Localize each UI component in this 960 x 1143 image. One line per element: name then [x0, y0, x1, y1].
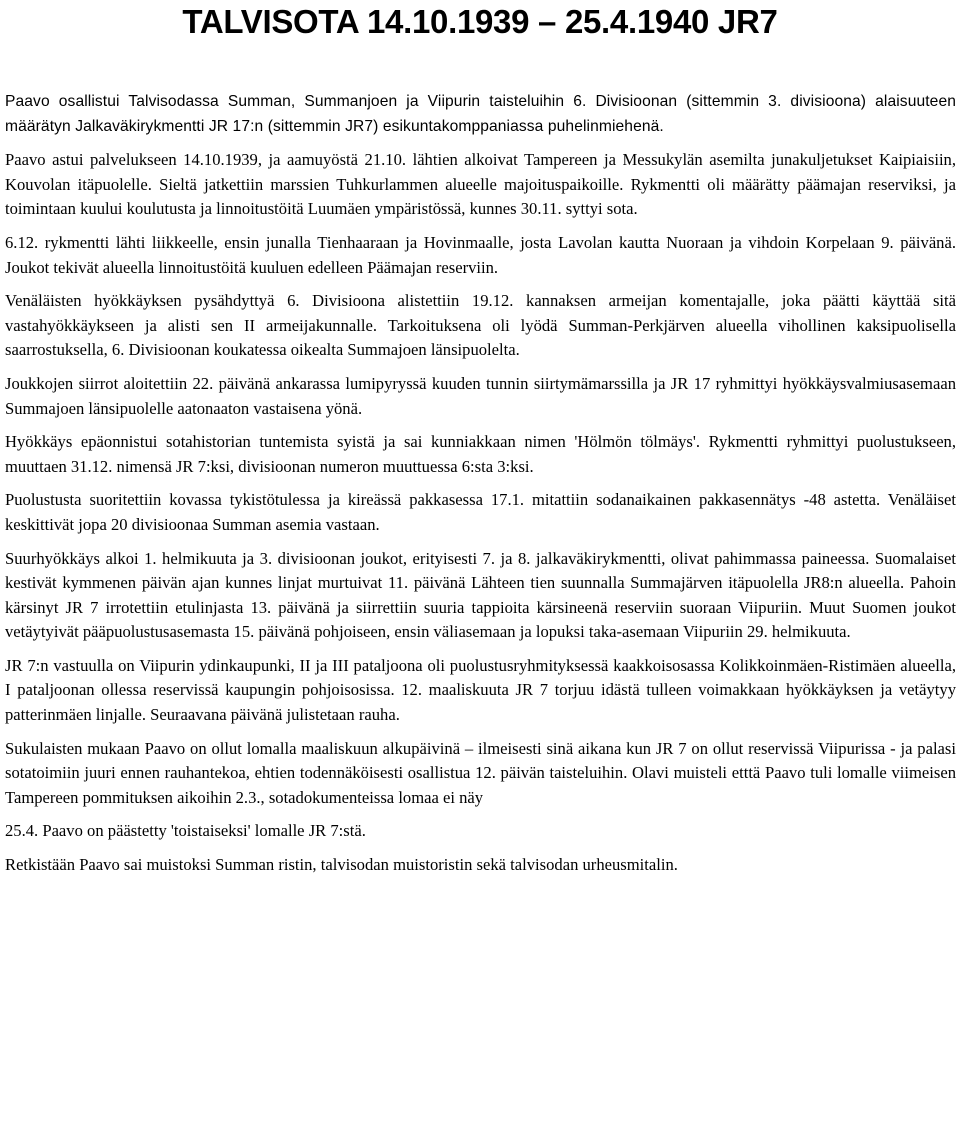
paragraph-major-offensive: Suurhyökkäys alkoi 1. helmikuuta ja 3. divisioonan joukot, erityisesti 7. ja 8. jalkaväkirykmentti, olivat pahimmassa paineessa. Suomalaiset kestivät kymmenen päivän ajan kunnes linjat murtuivat 11. päivänä Lähteen tien suunnalla Summajärven itäpuolella JR8:n alueella. Pahoin kärsinyt JR 7 irrotettiin etulinjasta 13. päivänä ja siirrettiin suuria tappioita kärsineenä reserviin suoraan Viipuriin. Muut Suomen joukot vetäytyivät pääpuolustusasemasta 15. päivänä pohjoiseen, ensin väliasemaan ja lopuksi taka-asemaan Viipuriin 29. helmikuuta.	[5, 548, 956, 642]
page-title: TALVISOTA 14.10.1939 – 25.4.1940 JR7	[182, 3, 778, 40]
paragraph-counterattack-plan: Venäläisten hyökkäyksen pysähdyttyä 6. Divisioona alistettiin 19.12. kannaksen armeijan komentajalle, joka päätti käyttää sitä vastahyökkäykseen ja alisti sen II armeijakunnalle. Tarkoituksena oli lyödä Summan-Perkjärven alueella vihollinen kaksipuolisella saarrostuksella, 6. Divisioonan koukatessa oikealta Summajoen länsipuolelta.	[5, 291, 956, 360]
paragraph-movement: 6.12. rykmentti lähti liikkeelle, ensin junalla Tienhaaraan ja Hovinmaalle, josta Lavolan kautta Nuoraan ja vihdoin Korpelaan 9. päivänä. Joukot tekivät alueella linnoitustöitä kuuluen edelleen Päämajan reserviin.	[5, 232, 956, 277]
paragraph-service-start: Paavo astui palvelukseen 14.10.1939, ja aamuyöstä 21.10. lähtien alkoivat Tampereen ja Messukylän asemilta junakuljetukset Kaipiaisiin, Kouvolan itäpuolelle. Sieltä jatkettiin marssien Tuhkurlammen alueelle majoituspaikoille. Rykmentti oli määrätty päämajan reserviksi, ja toimintaan kuului koulutusta ja linnoitustöitä Luumäen ympäristössä, kunnes 30.11. syttyi sota.	[5, 150, 956, 219]
document-body	[5, 90, 956, 887]
paragraph-intro: Paavo osallistui Talvisodassa Summan, Summanjoen ja Viipurin taisteluihin 6. Divisioonan (sittemmin 3. divisioona) alaisuuteen määrätyn Jalkaväkirykmentti JR 17:n (sittemmin JR7) esikuntakomppaniassa puhelinmiehenä.	[5, 93, 956, 135]
paragraph-troop-transfer: Joukkojen siirrot aloitettiin 22. päivänä ankarassa lumipyryssä kuuden tunnin siirtymämarssilla ja JR 17 ryhmittyi hyökkäysvalmiusasemaan Summajoen länsipuolelle aatonaaton vastaisena yönä.	[5, 373, 956, 418]
paragraph-defense: Puolustusta suoritettiin kovassa tykistötulessa ja kireässä pakkasessa 17.1. mitattiin sodanaikainen pakkasennätys -48 astetta. Venäläiset keskittivät jopa 20 divisioonaa Summan asemia vastaan.	[5, 490, 956, 534]
paragraph-discharge: 25.4. Paavo on päästetty 'toistaiseksi' lomalle JR 7:stä.	[5, 821, 366, 841]
paragraph-leave: Sukulaisten mukaan Paavo on ollut lomalla maaliskuun alkupäivinä – ilmeisesti sinä aikana kun JR 7 on ollut reservissä Viipurissa - ja palasi sotatoimiin juuri ennen rauhantekoa, ehtien todennäköisesti osallistua 12. päivän taisteluihin. Olavi muisteli etttä Paavo tuli lomalle viimeisen Tampereen pommituksen aikoihin 2.3., sotadokumenteissa lomaa ei näy	[5, 738, 956, 807]
paragraph-medals: Retkistään Paavo sai muistoksi Summan ristin, talvisodan muistoristin sekä talvisodan urheusmitalin.	[5, 855, 678, 875]
paragraph-viipuri: JR 7:n vastuulla on Viipurin ydinkaupunki, II ja III pataljoona oli puolustusryhmityksessä kaakkoisosassa Kolikkoinmäen-Ristimäen alueella, I pataljoonan ollessa reservissä kaupungin pohjoisosissa. 12. maaliskuuta JR 7 torjuu idästä tulleen voimakkaan hyökkäyksen ja vetäytyy patterinmäen linjalle. Seuraavana päivänä julistetaan rauha.	[5, 655, 956, 725]
paragraph-failed-attack: Hyökkäys epäonnistui sotahistorian tuntemista syistä ja sai kunniakkaan nimen 'Hölmön tölmäys'. Rykmentti ryhmittyi puolustukseen, muuttaen 31.12. nimensä JR 7:ksi, divisioonan numeron muuttuessa 6:sta 3:ksi.	[5, 432, 956, 476]
